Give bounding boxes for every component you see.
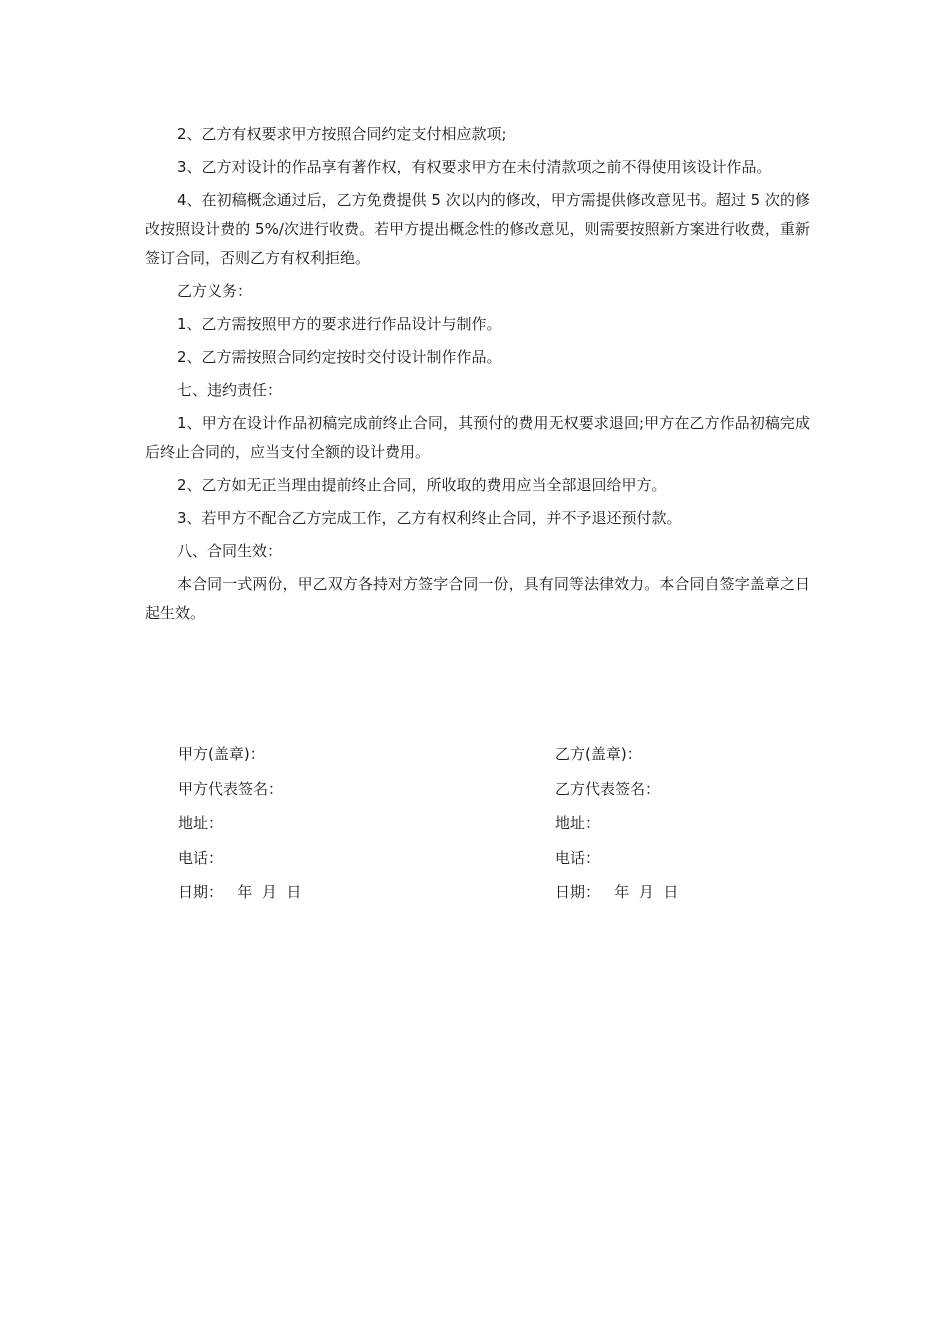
party-b-representative: 乙方代表签名： bbox=[555, 779, 661, 798]
party-b-phone: 电话： bbox=[555, 848, 601, 867]
party-a-date: 日期： 年 月 日 bbox=[178, 883, 302, 901]
contract-body bbox=[145, 120, 810, 632]
clause-b-obligation-1: 1、乙方需按照甲方的要求进行作品设计与制作。 bbox=[177, 315, 502, 333]
party-a-signature bbox=[178, 740, 478, 913]
clause-effectiveness: 本合同一式两份，甲乙双方各持对方签字合同一份，具有同等法律效力。本合同自签字盖章之日起生效。 bbox=[145, 575, 810, 622]
clause-b-right-2: 2、乙方有权要求甲方按照合同约定支付相应款项; bbox=[177, 125, 507, 143]
clause-b-right-4: 4、在初稿概念通过后，乙方免费提供 5 次以内的修改，甲方需提供修改意见书。超过 5 次的修改按照设计费的 5%/次进行收费。若甲方提出概念性的修改意见，则需要按照新方案进行收费，重新签订合同，否则乙方有权利拒绝。 bbox=[145, 191, 810, 267]
clause-b-right-3: 3、乙方对设计的作品享有著作权，有权要求甲方在未付清款项之前不得使用该设计作品。 bbox=[177, 158, 772, 176]
party-b-address: 地址： bbox=[555, 814, 601, 832]
party-a-address: 地址： bbox=[178, 814, 224, 832]
clause-breach-2: 2、乙方如无正当理由提前终止合同，所收取的费用应当全部退回给甲方。 bbox=[177, 476, 667, 494]
clause-breach-1: 1、甲方在设计作品初稿完成前终止合同，其预付的费用无权要求退回;甲方在乙方作品初稿完成后终止合同的，应当支付全额的设计费用。 bbox=[145, 414, 810, 461]
party-a-phone: 电话： bbox=[178, 848, 224, 867]
heading-breach-liability: 七、违约责任： bbox=[177, 381, 283, 399]
party-a-seal: 甲方(盖章)： bbox=[178, 745, 265, 763]
clause-b-obligation-2: 2、乙方需按照合同约定按时交付设计制作作品。 bbox=[177, 348, 502, 366]
clause-breach-3: 3、若甲方不配合乙方完成工作，乙方有权利终止合同，并不予退还预付款。 bbox=[177, 509, 682, 527]
party-b-date: 日期： 年 月 日 bbox=[555, 883, 679, 901]
heading-b-obligations: 乙方义务： bbox=[177, 282, 253, 300]
party-b-signature bbox=[555, 740, 855, 913]
heading-effectiveness: 八、合同生效： bbox=[177, 542, 283, 560]
party-a-representative: 甲方代表签名： bbox=[178, 779, 284, 798]
party-b-seal: 乙方(盖章)： bbox=[555, 745, 642, 763]
